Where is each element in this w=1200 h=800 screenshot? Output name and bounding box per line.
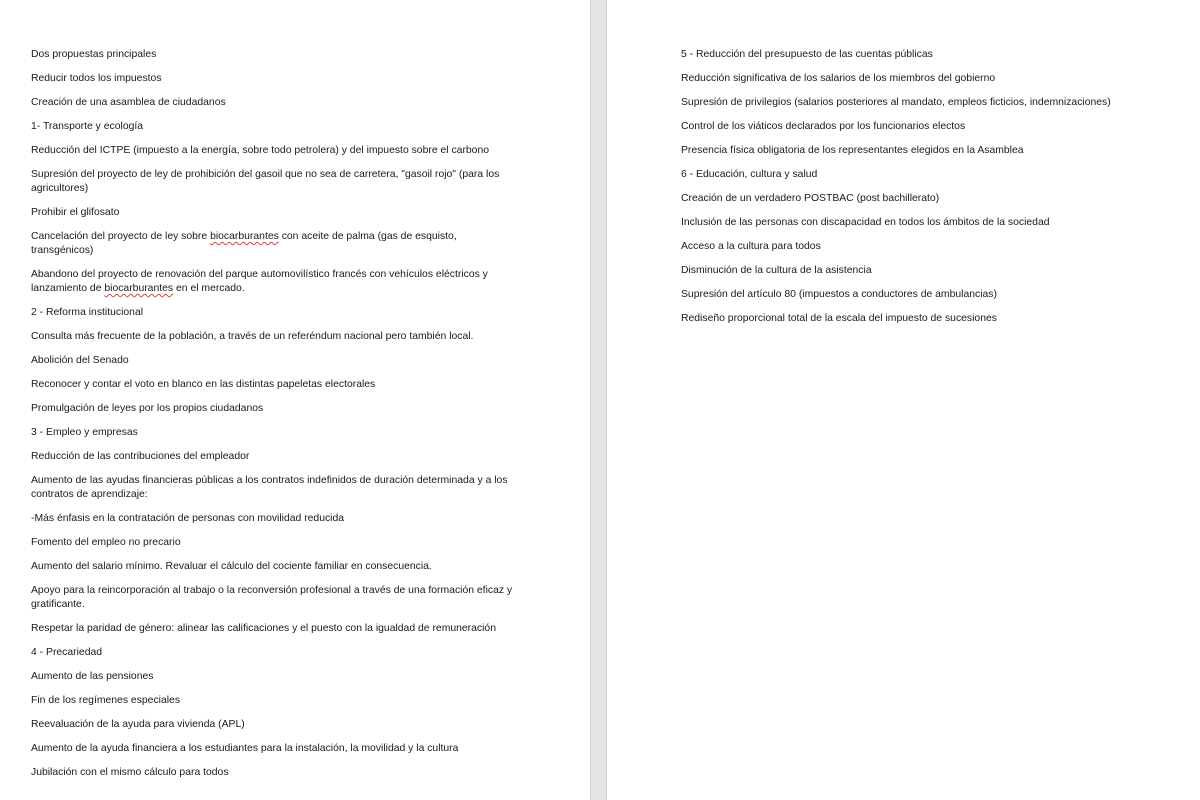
paragraph[interactable]: Supresión del proyecto de ley de prohibición del gasoil que no sea de carretera, "gasoil rojo" (para los agricultores): [31, 169, 500, 194]
paragraph[interactable]: Disminución de la cultura de la asistencia: [681, 265, 872, 276]
paragraph[interactable]: Respetar la paridad de género: alinear las calificaciones y el puesto con la igualdad de remuneración: [31, 623, 496, 634]
paragraph[interactable]: Creación de un verdadero POSTBAC (post bachillerato): [681, 193, 940, 204]
spellcheck-flagged-word[interactable]: biocarburantes: [210, 231, 279, 242]
spellcheck-flagged-word[interactable]: biocarburantes: [104, 283, 174, 294]
page-right-body[interactable]: [681, 48, 1151, 336]
paragraph[interactable]: Fin de los regímenes especiales: [31, 695, 181, 706]
paragraph[interactable]: Aumento de las pensiones: [31, 671, 154, 682]
paragraph[interactable]: Reducción del ICTPE (impuesto a la energía, sobre todo petrolera) y del impuesto sobre el carbono: [31, 145, 490, 156]
paragraph[interactable]: Aumento del salario mínimo. Revaluar el cálculo del cociente familiar en consecuencia.: [31, 561, 432, 572]
paragraph[interactable]: Presencia física obligatoria de los representantes elegidos en la Asamblea: [681, 145, 1024, 156]
section-heading-precariedad[interactable]: 4 - Precariedad: [31, 647, 103, 658]
paragraph[interactable]: Abolición del Senado: [31, 355, 129, 366]
paragraph[interactable]: Creación de una asamblea de ciudadanos: [31, 97, 226, 108]
paragraph[interactable]: Prohibir el glifosato: [31, 207, 120, 218]
paragraph-biocarburantes-mercado[interactable]: Abandono del proyecto de renovación del parque automovilístico francés con vehículos eléctricos y lanzamiento de biocarburantes en el mercado.: [31, 269, 488, 294]
paragraph[interactable]: Acceso a la cultura para todos: [681, 241, 821, 252]
paragraph[interactable]: Promulgación de leyes por los propios ciudadanos: [31, 403, 264, 414]
section-heading-empleo[interactable]: 3 - Empleo y empresas: [31, 427, 138, 438]
page-left-body[interactable]: [31, 48, 519, 790]
paragraph[interactable]: Fomento del empleo no precario: [31, 537, 181, 548]
document-page-right[interactable]: [607, 0, 1200, 800]
paragraph[interactable]: Aumento de la ayuda financiera a los estudiantes para la instalación, la movilidad y la cultura: [31, 743, 459, 754]
paragraph[interactable]: Rediseño proporcional total de la escala del impuesto de sucesiones: [681, 313, 997, 324]
paragraph[interactable]: Reducir todos los impuestos: [31, 73, 162, 84]
paragraph[interactable]: Aumento de las ayudas financieras públicas a los contratos indefinidos de duración determinada y a los contratos de aprendizaje:: [31, 475, 508, 500]
paragraph[interactable]: Reconocer y contar el voto en blanco en las distintas papeletas electorales: [31, 379, 376, 390]
paragraph[interactable]: Dos propuestas principales: [31, 49, 157, 60]
paragraph[interactable]: Jubilación con el mismo cálculo para todos: [31, 767, 229, 778]
paragraph[interactable]: Supresión de privilegios (salarios posteriores al mandato, empleos ficticios, indemnizaciones): [681, 97, 1111, 108]
paragraph[interactable]: Reducción significativa de los salarios de los miembros del gobierno: [681, 73, 996, 84]
section-heading-transporte[interactable]: 1- Transporte y ecología: [31, 121, 144, 132]
paragraph[interactable]: Control de los viáticos declarados por los funcionarios electos: [681, 121, 966, 132]
paragraph[interactable]: Reducción de las contribuciones del empleador: [31, 451, 250, 462]
paragraph[interactable]: Inclusión de las personas con discapacidad en todos los ámbitos de la sociedad: [681, 217, 1050, 228]
paragraph-biocarburantes-palma[interactable]: Cancelación del proyecto de ley sobre biocarburantes con aceite de palma (gas de esquisto, transgénicos): [31, 231, 457, 256]
section-heading-educacion[interactable]: 6 - Educación, cultura y salud: [681, 169, 818, 180]
paragraph[interactable]: Supresión del artículo 80 (impuestos a conductores de ambulancias): [681, 289, 997, 300]
paragraph[interactable]: Reevaluación de la ayuda para vivienda (APL): [31, 719, 245, 730]
document-page-left[interactable]: [0, 0, 590, 800]
page-separator: [590, 0, 607, 800]
paragraph[interactable]: Apoyo para la reincorporación al trabajo o la reconversión profesional a través de una formación eficaz y gratificante.: [31, 585, 513, 610]
paragraph[interactable]: -Más énfasis en la contratación de personas con movilidad reducida: [31, 513, 345, 524]
section-heading-presupuesto[interactable]: 5 - Reducción del presupuesto de las cuentas públicas: [681, 49, 933, 60]
section-heading-reforma[interactable]: 2 - Reforma institucional: [31, 307, 144, 318]
paragraph[interactable]: Consulta más frecuente de la población, a través de un referéndum nacional pero también local.: [31, 331, 474, 342]
